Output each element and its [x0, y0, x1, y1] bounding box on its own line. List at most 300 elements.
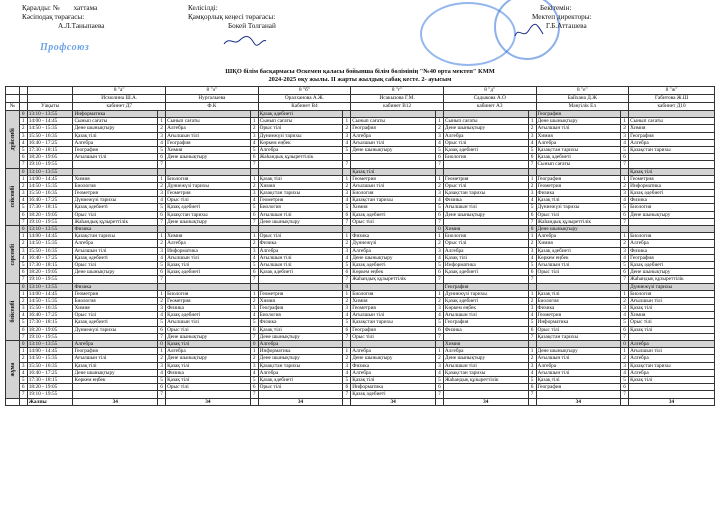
- lesson-time: 17:30 - 18:15: [27, 376, 73, 383]
- next-lesson-number: 7: [621, 333, 629, 340]
- subject-cell: Ағылшын тілі: [73, 154, 158, 161]
- next-lesson-number: 3: [158, 190, 166, 197]
- lesson-number: 3: [19, 362, 27, 369]
- next-lesson-number: 0: [250, 341, 258, 348]
- next-lesson-number: 3: [435, 362, 443, 369]
- subject-cell: Биология: [258, 204, 343, 211]
- subject-cell: Жаһандық құзыреттілік: [536, 218, 621, 225]
- next-lesson-number: 1: [435, 118, 443, 125]
- next-lesson-number: [158, 283, 166, 290]
- next-lesson-number: 6: [158, 211, 166, 218]
- next-lesson-number: 4: [435, 139, 443, 146]
- subject-cell: Информатика: [258, 348, 343, 355]
- next-lesson-number: 1: [250, 118, 258, 125]
- next-lesson-number: 7: [158, 391, 166, 398]
- lesson-number: 6: [19, 326, 27, 333]
- lesson-number: 6: [19, 384, 27, 391]
- subject-cell: Информатика: [351, 384, 436, 391]
- subject-cell: Ағылшын тілі: [536, 369, 621, 376]
- subject-cell: [629, 226, 715, 233]
- next-lesson-number: 7: [250, 333, 258, 340]
- next-lesson-number: 2: [435, 297, 443, 304]
- next-lesson-number: 1: [528, 233, 536, 240]
- next-lesson-number: [250, 111, 258, 118]
- next-lesson-number: [621, 226, 629, 233]
- subject-cell: Химия: [536, 240, 621, 247]
- subject-cell: Дене шынықтыру: [536, 226, 621, 233]
- subject-cell: Қазақ әдебиеті: [166, 204, 251, 211]
- next-lesson-number: 3: [343, 247, 351, 254]
- subject-cell: Биология: [629, 290, 715, 297]
- header-mid-line: Бокей Толганай: [228, 22, 276, 30]
- totals-label: Жалпы: [27, 398, 73, 405]
- class-room: кабинет А3: [443, 103, 536, 111]
- subject-cell: География: [629, 254, 715, 261]
- next-lesson-number: 6: [435, 269, 443, 276]
- next-lesson-number: 7: [621, 276, 629, 283]
- subject-cell: Қазақстан тарихы: [629, 146, 715, 153]
- class-teacher: Оралханова А.Ж.: [258, 95, 351, 103]
- subject-cell: География: [536, 175, 621, 182]
- subject-cell: Химия: [629, 312, 715, 319]
- subject-cell: [166, 283, 251, 290]
- subject-cell: [73, 276, 158, 283]
- next-lesson-number: 5: [250, 261, 258, 268]
- next-lesson-number: 7: [250, 276, 258, 283]
- header-left-line: Кәсіподақ төрағасы:: [22, 13, 85, 21]
- table-row: [6, 218, 715, 225]
- next-lesson-number: 2: [435, 125, 443, 132]
- table-row: [6, 175, 715, 182]
- subject-cell: Биология: [351, 290, 436, 297]
- subject-cell: Қазақ әдебиеті: [166, 269, 251, 276]
- subject-cell: Ағылшын тілі: [258, 254, 343, 261]
- table-row: [6, 233, 715, 240]
- class-total: 34: [536, 398, 621, 405]
- next-lesson-number: 7: [343, 218, 351, 225]
- next-lesson-number: 2: [528, 125, 536, 132]
- subject-cell: [166, 391, 251, 398]
- subject-cell: [536, 391, 621, 398]
- next-lesson-number: 3: [250, 247, 258, 254]
- lesson-time: 14:50 - 15:35: [27, 355, 73, 362]
- next-lesson-number: 5: [528, 146, 536, 153]
- next-lesson-number: 2: [621, 240, 629, 247]
- header-left: [22, 4, 104, 31]
- next-lesson-number: 4: [621, 254, 629, 261]
- next-lesson-number: 7: [435, 218, 443, 225]
- lesson-time: 15:50 - 16:35: [27, 132, 73, 139]
- subject-cell: Орыс тілі: [166, 326, 251, 333]
- subject-cell: Қазақ әдебиеті: [351, 391, 436, 398]
- subject-cell: [443, 218, 528, 225]
- subject-cell: Қазақ тілі: [629, 168, 715, 175]
- next-lesson-number: 1: [250, 290, 258, 297]
- lesson-time: 14:00 - 14:45: [27, 233, 73, 240]
- next-lesson-number: 7: [158, 333, 166, 340]
- table-row: [6, 376, 715, 383]
- subject-cell: Химия: [258, 297, 343, 304]
- day-label: дүйсенбі: [6, 111, 20, 169]
- lesson-number: 2: [19, 240, 27, 247]
- next-lesson-number: 7: [528, 161, 536, 168]
- next-lesson-number: [528, 111, 536, 118]
- next-lesson-number: 4: [343, 139, 351, 146]
- next-lesson-number: 7: [528, 218, 536, 225]
- next-lesson-number: [343, 226, 351, 233]
- subject-cell: География: [73, 146, 158, 153]
- lesson-time: 14:50 - 15:35: [27, 182, 73, 189]
- lesson-number: 1: [19, 290, 27, 297]
- next-lesson-number: 5: [621, 146, 629, 153]
- next-lesson-number: 4: [250, 197, 258, 204]
- col-no: №: [6, 103, 20, 111]
- next-lesson-number: [621, 168, 629, 175]
- lesson-number: 3: [19, 247, 27, 254]
- next-lesson-number: 6: [250, 211, 258, 218]
- lesson-time: 14:00 - 14:45: [27, 175, 73, 182]
- next-lesson-number: 1: [435, 233, 443, 240]
- subject-cell: Алгебра: [258, 247, 343, 254]
- subject-cell: Дене шынықтыру: [629, 269, 715, 276]
- header-right-line: Мектеп директоры:: [532, 13, 592, 21]
- subject-cell: Сынып сағаты: [629, 118, 715, 125]
- class-teacher: Габитова Ж.Ш: [629, 95, 715, 103]
- next-lesson-number: 7: [158, 276, 166, 283]
- subject-cell: Геометрия: [443, 175, 528, 182]
- subject-cell: Алгебра: [258, 146, 343, 153]
- subject-cell: Орыс тілі: [258, 125, 343, 132]
- subject-cell: Ағылшын тілі: [629, 348, 715, 355]
- subject-cell: Дүниежүзі тарихы: [73, 326, 158, 333]
- next-lesson-number: 4: [158, 254, 166, 261]
- subject-cell: Қазақ әдебиеті: [258, 376, 343, 383]
- subject-cell: Жаһандық құзыреттілік: [443, 376, 528, 383]
- next-lesson-number: 7: [343, 276, 351, 283]
- subject-cell: Дене шынықтыру: [536, 118, 621, 125]
- class-name: 8 "ә": [166, 87, 259, 95]
- lesson-number: 5: [19, 376, 27, 383]
- table-row: [6, 132, 715, 139]
- lesson-number: 0: [19, 283, 27, 290]
- subject-cell: Геометрия: [351, 305, 436, 312]
- next-lesson-number: 3: [343, 362, 351, 369]
- subject-cell: Қазақстан тарихы: [443, 190, 528, 197]
- title-line: ШҚО білім басқармасы Өскемен қаласы бойынша білім бөлімінің "№40 орта мектеп" КММ: [225, 68, 495, 75]
- next-lesson-number: 1: [343, 290, 351, 297]
- next-lesson-number: 2: [250, 355, 258, 362]
- next-lesson-number: 5: [435, 261, 443, 268]
- subject-cell: География: [443, 283, 528, 290]
- subject-cell: Алгебра: [536, 233, 621, 240]
- subject-cell: Көркем еңбек: [73, 376, 158, 383]
- subject-cell: Дене шынықтыру: [166, 333, 251, 340]
- subject-cell: Алгебра: [73, 139, 158, 146]
- subject-cell: Биология: [258, 312, 343, 319]
- lesson-time: 13:10 - 13:55: [27, 111, 73, 118]
- next-lesson-number: 4: [250, 312, 258, 319]
- lesson-number: 4: [19, 254, 27, 261]
- lesson-time: 17:30 - 18:15: [27, 204, 73, 211]
- subject-cell: Орыс тілі: [536, 211, 621, 218]
- lesson-number: 2: [19, 125, 27, 132]
- subject-cell: Химия: [258, 182, 343, 189]
- subject-cell: Физика: [443, 326, 528, 333]
- subject-cell: [258, 276, 343, 283]
- lesson-time: 14:50 - 15:35: [27, 240, 73, 247]
- lesson-time: 15:50 - 16:35: [27, 190, 73, 197]
- next-lesson-number: 0: [435, 226, 443, 233]
- lesson-number: 7: [19, 276, 27, 283]
- subject-cell: Орыс тілі: [443, 182, 528, 189]
- subject-cell: Қазақ әдебиеті: [258, 269, 343, 276]
- table-row: [6, 362, 715, 369]
- next-lesson-number: 3: [343, 190, 351, 197]
- class-total: 34: [629, 398, 715, 405]
- next-lesson-number: 2: [250, 125, 258, 132]
- subject-cell: Ағылшын тілі: [73, 247, 158, 254]
- lesson-time: 19:10 - 19:55: [27, 333, 73, 340]
- next-lesson-number: 3: [621, 305, 629, 312]
- next-lesson-number: [621, 283, 629, 290]
- subject-cell: Дене шынықтыру: [536, 348, 621, 355]
- next-lesson-number: 4: [343, 312, 351, 319]
- next-lesson-number: 3: [250, 305, 258, 312]
- subject-cell: Геометрия: [258, 290, 343, 297]
- subject-cell: Биология: [443, 233, 528, 240]
- subject-cell: Ағылшын тілі: [166, 319, 251, 326]
- subject-cell: Физика: [73, 226, 158, 233]
- lesson-number: 1: [19, 233, 27, 240]
- class-total: 34: [73, 398, 158, 405]
- lesson-time: 18:20 - 19:05: [27, 269, 73, 276]
- subject-cell: Дене шынықтыру: [166, 154, 251, 161]
- subject-cell: Орыс тілі: [443, 139, 528, 146]
- subject-cell: Қазақстан тарихы: [351, 197, 436, 204]
- subject-cell: Қазақ әдебиеті: [73, 204, 158, 211]
- subject-cell: Сынып сағаты: [166, 118, 251, 125]
- header-teacher-row: [6, 95, 715, 103]
- header-room-row: [6, 103, 715, 111]
- profsoyuz-logo: Профсоюз: [40, 42, 90, 53]
- next-lesson-number: [343, 111, 351, 118]
- next-lesson-number: 6: [621, 384, 629, 391]
- subject-cell: Ағылшын тілі: [351, 139, 436, 146]
- day-label: сейсенбі: [6, 168, 20, 226]
- subject-cell: Қазақ тілі: [73, 362, 158, 369]
- lesson-number: 7: [19, 333, 27, 340]
- class-name: 8 "б": [258, 87, 351, 95]
- subject-cell: Биология: [443, 154, 528, 161]
- subject-cell: Алгебра: [629, 355, 715, 362]
- next-lesson-number: 3: [528, 132, 536, 139]
- subject-cell: Сынып сағаты: [351, 118, 436, 125]
- class-total: 34: [258, 398, 343, 405]
- subject-cell: География: [629, 132, 715, 139]
- subject-cell: Алгебра: [166, 240, 251, 247]
- subject-cell: Дүниежүзі тарихы: [166, 182, 251, 189]
- subject-cell: Информатика: [536, 319, 621, 326]
- class-room: кабинет В12: [351, 103, 444, 111]
- subject-cell: Жаһандық құзыреттілік: [258, 154, 343, 161]
- subject-cell: [443, 384, 528, 391]
- subject-cell: Дене шынықтыру: [166, 355, 251, 362]
- subject-cell: Қазақ тілі: [351, 168, 436, 175]
- subject-cell: [166, 111, 251, 118]
- next-lesson-number: 2: [435, 355, 443, 362]
- table-row: [6, 341, 715, 348]
- lesson-number: 1: [19, 175, 27, 182]
- subject-cell: Сынып сағаты: [258, 118, 343, 125]
- subject-cell: Дене шынықтыру: [351, 146, 436, 153]
- subject-cell: Қазақ тілі: [166, 341, 251, 348]
- subject-cell: [351, 154, 436, 161]
- subject-cell: Химия: [443, 341, 528, 348]
- lesson-time: 18:20 - 19:05: [27, 384, 73, 391]
- next-lesson-number: 2: [435, 182, 443, 189]
- subject-cell: Орыс тілі: [166, 384, 251, 391]
- header-mid-line: Келісілді:: [188, 4, 218, 12]
- next-lesson-number: 2: [528, 240, 536, 247]
- next-lesson-number: 5: [621, 204, 629, 211]
- table-row: [6, 211, 715, 218]
- next-lesson-number: [343, 154, 351, 161]
- subject-cell: Қазақ тілі: [351, 376, 436, 383]
- class-room: Кабинет В4: [258, 103, 351, 111]
- next-lesson-number: 6: [621, 154, 629, 161]
- subject-cell: Қазақ әдебиеті: [443, 146, 528, 153]
- subject-cell: Алгебра: [629, 139, 715, 146]
- next-lesson-number: 3: [528, 362, 536, 369]
- next-lesson-number: [343, 341, 351, 348]
- next-lesson-number: 6: [343, 326, 351, 333]
- subject-cell: Физика: [351, 362, 436, 369]
- subject-cell: Жаһандық құзыреттілік: [73, 218, 158, 225]
- table-row: [6, 348, 715, 355]
- next-lesson-number: [435, 111, 443, 118]
- next-lesson-number: 2: [343, 355, 351, 362]
- next-lesson-number: 2: [528, 182, 536, 189]
- next-lesson-number: [158, 111, 166, 118]
- next-lesson-number: 5: [528, 261, 536, 268]
- next-lesson-number: 6: [528, 269, 536, 276]
- next-lesson-number: 6: [158, 384, 166, 391]
- subject-cell: Дене шынықтыру: [258, 355, 343, 362]
- next-lesson-number: 2: [158, 297, 166, 304]
- lesson-time: 19:10 - 19:55: [27, 218, 73, 225]
- table-row: [6, 197, 715, 204]
- subject-cell: Геометрия: [258, 197, 343, 204]
- lesson-number: 2: [19, 297, 27, 304]
- lesson-time: 13:10 - 13:55: [27, 341, 73, 348]
- next-lesson-number: 7: [250, 161, 258, 168]
- lesson-number: 3: [19, 305, 27, 312]
- next-lesson-number: [343, 168, 351, 175]
- subject-cell: Қазақ тілі: [166, 376, 251, 383]
- day-label: бейсенбі: [6, 283, 20, 341]
- subject-cell: [258, 161, 343, 168]
- next-lesson-number: 5: [158, 146, 166, 153]
- next-lesson-number: 5: [621, 261, 629, 268]
- lesson-number: 0: [19, 341, 27, 348]
- subject-cell: [351, 283, 436, 290]
- subject-cell: Биология: [166, 290, 251, 297]
- subject-cell: Қазақ әдебиеті: [629, 261, 715, 268]
- next-lesson-number: 5: [343, 376, 351, 383]
- next-lesson-number: 6: [528, 326, 536, 333]
- next-lesson-number: 1: [158, 348, 166, 355]
- title-line: 2024-2025 оқу жылы. II жарты жылдық сабақ кесте. 2- ауысым: [268, 76, 452, 83]
- subject-cell: [73, 161, 158, 168]
- next-lesson-number: 7: [435, 161, 443, 168]
- header-right-line: Бекітемін:: [540, 4, 572, 12]
- subject-cell: [351, 111, 436, 118]
- next-lesson-number: 3: [158, 362, 166, 369]
- lesson-number: 4: [19, 197, 27, 204]
- lesson-number: 7: [19, 391, 27, 398]
- header-left-line: Қаралды: №: [22, 4, 60, 12]
- next-lesson-number: 4: [250, 139, 258, 146]
- lesson-time: 14:00 - 14:45: [27, 290, 73, 297]
- lesson-time: 19:10 - 19:55: [27, 276, 73, 283]
- subject-cell: Жаһандық құзыреттілік: [351, 276, 436, 283]
- subject-cell: Алгебра: [73, 341, 158, 348]
- subject-cell: Алгебра: [351, 369, 436, 376]
- next-lesson-number: 7: [250, 218, 258, 225]
- table-row: [6, 333, 715, 340]
- subject-cell: Дүниежүзі тарихы: [258, 132, 343, 139]
- subject-cell: Геометрия: [73, 290, 158, 297]
- subject-cell: Геометрия: [166, 297, 251, 304]
- next-lesson-number: 4: [435, 312, 443, 319]
- subject-cell: Қазақ әдебиеті: [73, 319, 158, 326]
- table-row: [6, 283, 715, 290]
- subject-cell: Қазақ тілі: [536, 376, 621, 383]
- next-lesson-number: 5: [435, 376, 443, 383]
- subject-cell: Қазақ тілі: [536, 197, 621, 204]
- class-room: Ф.К: [166, 103, 259, 111]
- subject-cell: Алгебра: [629, 369, 715, 376]
- next-lesson-number: 1: [343, 348, 351, 355]
- subject-cell: Физика: [73, 283, 158, 290]
- lesson-time: 14:50 - 15:35: [27, 297, 73, 304]
- subject-cell: [258, 226, 343, 233]
- subject-cell: Ағылшын тілі: [536, 125, 621, 132]
- subject-cell: Ағылшын тілі: [258, 211, 343, 218]
- next-lesson-number: 5: [621, 319, 629, 326]
- next-lesson-number: 7: [621, 161, 629, 168]
- next-lesson-number: 3: [435, 132, 443, 139]
- next-lesson-number: 4: [250, 369, 258, 376]
- subject-cell: Орыс тілі: [443, 240, 528, 247]
- subject-cell: Дене шынықтыру: [443, 355, 528, 362]
- next-lesson-number: 2: [528, 355, 536, 362]
- next-lesson-number: 1: [528, 118, 536, 125]
- subject-cell: Қазақ әдебиеті: [443, 297, 528, 304]
- lesson-number: 5: [19, 146, 27, 153]
- subject-cell: География: [351, 326, 436, 333]
- subject-cell: Информатика: [443, 261, 528, 268]
- next-lesson-number: 6: [343, 211, 351, 218]
- next-lesson-number: 0: [158, 341, 166, 348]
- class-room: Мәңгілік Ел: [536, 103, 629, 111]
- subject-cell: [629, 384, 715, 391]
- next-lesson-number: 1: [158, 290, 166, 297]
- subject-cell: Ағылшын тілі: [443, 204, 528, 211]
- subject-cell: Қазақ әдебиеті: [351, 261, 436, 268]
- subject-cell: [629, 111, 715, 118]
- subject-cell: Физика: [536, 305, 621, 312]
